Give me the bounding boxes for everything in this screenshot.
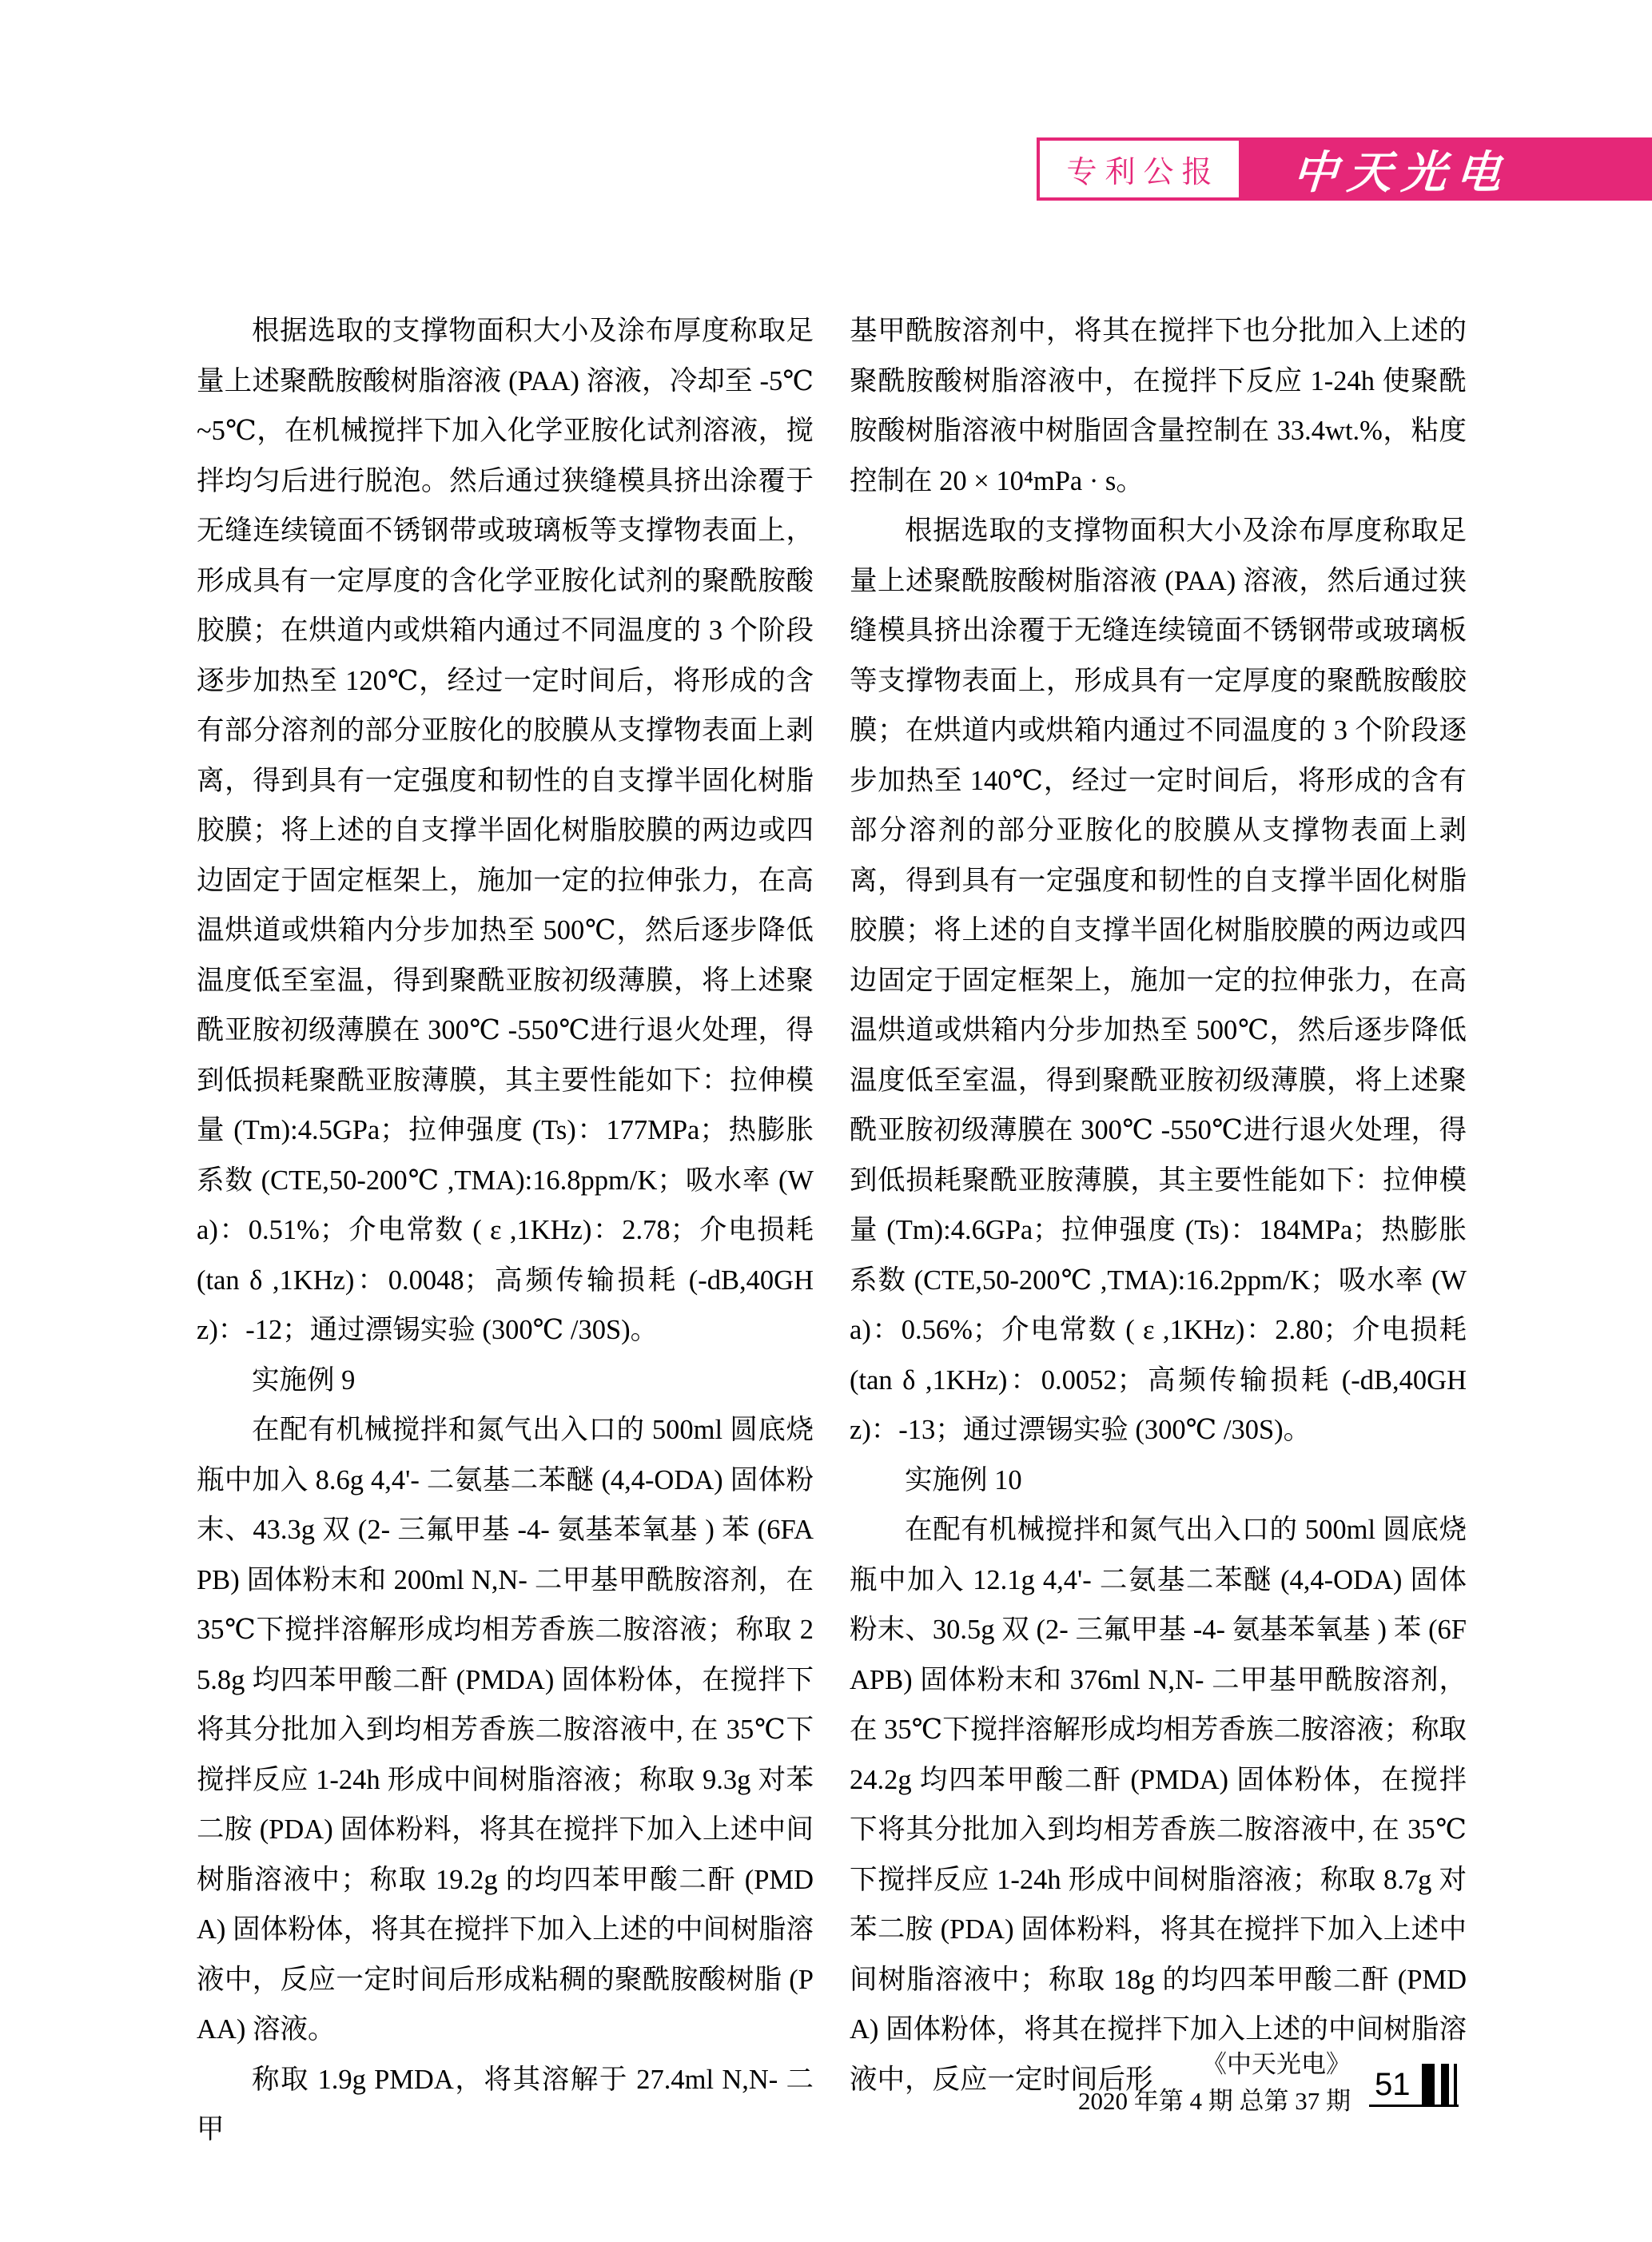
right-column — [850, 306, 1467, 2105]
page-number-rule — [1369, 2105, 1459, 2107]
bar-medium-icon — [1441, 2064, 1449, 2105]
brand-logo: 中天光电 — [1291, 148, 1512, 198]
patent-gazette-badge — [1037, 137, 1242, 201]
brand-bar — [1242, 137, 1652, 201]
paragraph-example9-film: 根据选取的支撑物面积大小及涂布厚度称取足量上述聚酰胺酸树脂溶液 (PAA) 溶液，然后通过狭缝模具挤出涂覆于无缝连续镜面不锈钢带或玻璃板等支撑物表面上，形成具有一定厚度的聚酰胺酸胶膜；在烘道内或烘箱内通过不同温度的 3 个阶段逐步加热至 140℃，经过一定时间后，将形成的含有部分溶剂的部分亚胺化的胶膜从支撑物表面上剥离，得到具有一定强度和韧性的自支撑半固化树脂胶膜；将上述的自支撑半固化树脂胶膜的两边或四边固定于固定框架上，施加一定的拉伸张力，在高温烘道或烘箱内分步加热至 500℃，然后逐步降低温度低至室温，得到聚酰亚胺初级薄膜，将上述聚酰亚胺初级薄膜在 300℃ -550℃进行退火处理，得到低损耗聚酰亚胺薄膜，其主要性能如下：拉伸模量 (Tm):4.6GPa；拉伸强度 (Ts)：184MPa；热膨胀系数 (CTE,50-200℃ ,TMA):16.2ppm/K；吸水率 (Wa)：0.56%；介电常数 ( ε ,1KHz)：2.80；介电损耗 (tan δ ,1KHz)：0.0052；高频传输损耗 (-dB,40GHz)：-13；通过漂锡实验 (300℃ /30S)。 — [850, 516, 1467, 1445]
issue-line: 2020 年第 4 期 总第 37 期 — [1078, 2087, 1351, 2115]
journal-name: 《中天光电》 — [1202, 2050, 1351, 2078]
page-number: 51 — [1375, 2067, 1411, 2102]
example-9-heading: 实施例 9 — [252, 1364, 356, 1396]
page-marker-bars-icon — [1422, 2064, 1457, 2105]
left-column — [197, 306, 814, 2155]
bar-thin-icon — [1454, 2064, 1457, 2105]
example-10-heading: 实施例 10 — [905, 1464, 1022, 1495]
badge-label: 专利公报 — [1066, 156, 1220, 189]
paragraph-example10-synthesis: 在配有机械搅拌和氮气出入口的 500ml 圆底烧瓶中加入 12.1g 4,4'- 二氨基二苯醚 (4,4-ODA) 固体粉末、30.5g 双 (2- 三氟甲基 -4- 氨基苯氧基 ) 苯 (6FAPB) 固体粉末和 376ml N,N- 二甲基甲酰胺溶剂，在 35℃下搅拌溶解形成均相芳香族二胺溶液；称取 24.2g 均四苯甲酸二酐 (PMDA) 固体粉体，在搅拌下将其分批加入到均相芳香族二胺溶液中, 在 35℃下搅拌反应 1-24h 形成中间树脂溶液；称取 8.7g 对苯二胺 (PDA) 固体粉料，将其在搅拌下加入上述中间树脂溶液中；称取 18g 的均四苯甲酸二酐 (PMDA) 固体粉体，将其在搅拌下加入上述的中间树脂溶液中，反应一定时间后形 — [850, 1515, 1467, 2095]
paragraph-process-example8: 根据选取的支撑物面积大小及涂布厚度称取足量上述聚酰胺酸树脂溶液 (PAA) 溶液，冷却至 -5℃ ~5℃，在机械搅拌下加入化学亚胺化试剂溶液，搅拌均匀后进行脱泡。然后通过狭缝模具挤出涂覆于无缝连续镜面不锈钢带或玻璃板等支撑物表面上，形成具有一定厚度的含化学亚胺化试剂的聚酰胺酸胶膜；在烘道内或烘箱内通过不同温度的 3 个阶段逐步加热至 120℃，经过一定时间后，将形成的含有部分溶剂的部分亚胺化的胶膜从支撑物表面上剥离，得到具有一定强度和韧性的自支撑半固化树脂胶膜；将上述的自支撑半固化树脂胶膜的两边或四边固定于固定框架上，施加一定的拉伸张力，在高温烘道或烘箱内分步加热至 500℃，然后逐步降低温度低至室温，得到聚酰亚胺初级薄膜，将上述聚酰亚胺初级薄膜在 300℃ -550℃进行退火处理，得到低损耗聚酰亚胺薄膜，其主要性能如下：拉伸模量 (Tm):4.5GPa；拉伸强度 (Ts)：177MPa；热膨胀系数 (CTE,50-200℃ ,TMA):16.8ppm/K；吸水率 (Wa)：0.51%；介电常数 ( ε ,1KHz)：2.78；介电损耗 (tan δ ,1KHz)：0.0048；高频传输损耗 (-dB,40GHz)：-12；通过漂锡实验 (300℃ /30S)。 — [197, 316, 814, 1345]
paragraph-example9-continued: 基甲酰胺溶剂中，将其在搅拌下也分批加入上述的聚酰胺酸树脂溶液中，在搅拌下反应 1-24h 使聚酰胺酸树脂溶液中树脂固含量控制在 33.4wt.%，粘度控制在 20 × 10⁴mPa · s。 — [850, 316, 1467, 496]
paragraph-example9-pmda: 称取 1.9g PMDA，将其溶解于 27.4ml N,N- 二甲 — [197, 2064, 814, 2144]
paragraph-example9-synthesis: 在配有机械搅拌和氮气出入口的 500ml 圆底烧瓶中加入 8.6g 4,4'- 二氨基二苯醚 (4,4-ODA) 固体粉末、43.3g 双 (2- 三氟甲基 -4- 氨基苯氧基 ) 苯 (6FAPB) 固体粉末和 200ml N,N- 二甲基甲酰胺溶剂，在 35℃下搅拌溶解形成均相芳香族二胺溶液；称取 25.8g 均四苯甲酸二酐 (PMDA) 固体粉体，在搅拌下将其分批加入到均相芳香族二胺溶液中, 在 35℃下搅拌反应 1-24h 形成中间树脂溶液；称取 9.3g 对苯二胺 (PDA) 固体粉料，将其在搅拌下加入上述中间树脂溶液中；称取 19.2g 的均四苯甲酸二酐 (PMDA) 固体粉体，将其在搅拌下加入上述的中间树脂溶液中，反应一定时间后形成粘稠的聚酰胺酸树脂 (PAA) 溶液。 — [197, 1415, 814, 2045]
journal-info — [1031, 2046, 1351, 2120]
bar-thick-icon — [1422, 2064, 1435, 2105]
